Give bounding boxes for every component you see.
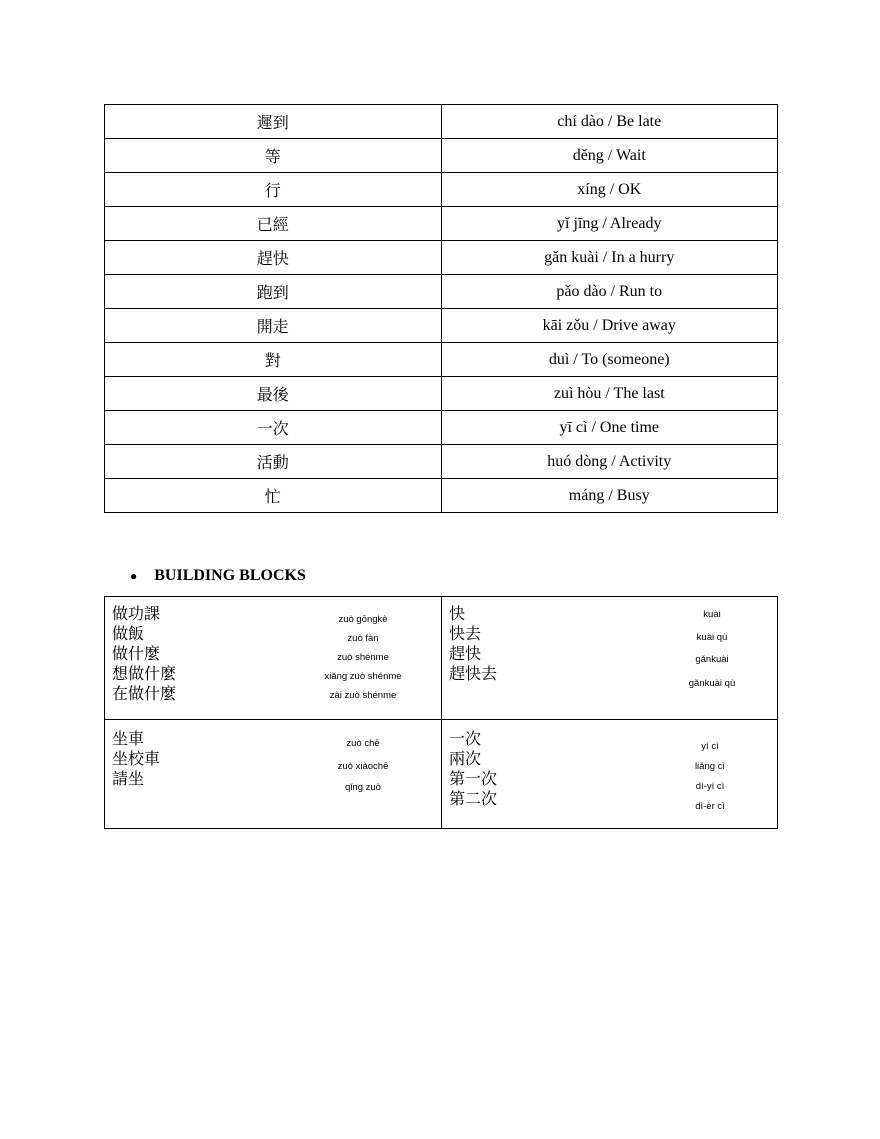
meaning-cell: pǎo dào / Run to [441, 275, 778, 309]
table-row [105, 377, 778, 411]
table-row [105, 241, 778, 275]
meaning-cell: děng / Wait [441, 139, 778, 173]
hanzi-line: 在做什麼 [112, 686, 177, 703]
heading-text: BUILDING BLOCKS [154, 567, 306, 584]
pinyin-line: zuò fàn [347, 633, 379, 644]
hanzi-cell: 遲到 [105, 105, 442, 139]
table-row [105, 139, 778, 173]
table-row [105, 411, 778, 445]
hanzi-line: 請坐 [112, 771, 145, 788]
hanzi-line: 快去 [449, 626, 482, 643]
block-cell [442, 597, 778, 720]
meaning-cell: gǎn kuài / In a hurry [441, 241, 778, 275]
meaning-cell: duì / To (someone) [441, 343, 778, 377]
block-cell [105, 720, 442, 828]
table-row [105, 105, 778, 139]
hanzi-cell: 活動 [105, 445, 442, 479]
pinyin-line: zuò xiàochē [337, 761, 389, 772]
hanzi-cell: 對 [105, 343, 442, 377]
pinyin-line: xiǎng zuò shénme [324, 671, 402, 682]
pinyin-line: kuài [703, 609, 721, 620]
table-row [105, 275, 778, 309]
hanzi-line: 第二次 [449, 791, 498, 808]
meaning-cell: chí dào / Be late [441, 105, 778, 139]
hanzi-line: 兩次 [449, 751, 482, 768]
hanzi-cell: 開走 [105, 309, 442, 343]
pinyin-line: dì-èr cì [695, 801, 725, 812]
block-cell [442, 720, 778, 828]
pinyin-line: liǎng cì [694, 761, 726, 772]
hanzi-cell: 跑到 [105, 275, 442, 309]
meaning-cell: máng / Busy [441, 479, 778, 513]
hanzi-cell: 一次 [105, 411, 442, 445]
hanzi-line: 坐校車 [112, 751, 161, 768]
meaning-cell: huó dòng / Activity [441, 445, 778, 479]
pinyin-line: zuò chē [346, 738, 380, 749]
hanzi-cell: 已經 [105, 207, 442, 241]
pinyin-line: qǐng zuò [345, 782, 381, 793]
hanzi-line: 趕快 [449, 646, 482, 663]
hanzi-cell: 等 [105, 139, 442, 173]
pinyin-line: gǎnkuài [695, 654, 729, 665]
pinyin-line: zài zuò shénme [329, 690, 397, 701]
table-row [105, 343, 778, 377]
table-row [105, 479, 778, 513]
table-row [105, 173, 778, 207]
hanzi-line: 做功課 [112, 606, 161, 623]
pinyin-line: yí cì [701, 741, 719, 752]
building-blocks-heading [130, 567, 306, 585]
table-row [105, 207, 778, 241]
meaning-cell: zuì hòu / The last [441, 377, 778, 411]
pinyin-line: dì-yí cì [695, 781, 725, 792]
table-row [105, 309, 778, 343]
block-cell [105, 597, 442, 720]
hanzi-line: 做飯 [112, 626, 145, 643]
pinyin-line: zuò shénme [337, 652, 389, 663]
pinyin-line: zuò gōngkè [338, 614, 388, 625]
hanzi-line: 坐車 [112, 731, 145, 748]
hanzi-line: 趕快去 [449, 666, 498, 683]
table-row [105, 445, 778, 479]
hanzi-line: 想做什麼 [112, 666, 177, 683]
pinyin-line: gǎnkuài qù [688, 678, 736, 689]
hanzi-cell: 最後 [105, 377, 442, 411]
hanzi-cell: 趕快 [105, 241, 442, 275]
hanzi-line: 一次 [449, 731, 482, 748]
meaning-cell: yī cì / One time [441, 411, 778, 445]
vocabulary-table [104, 104, 778, 513]
pinyin-line: kuài qù [696, 632, 728, 643]
hanzi-cell: 行 [105, 173, 442, 207]
hanzi-cell: 忙 [105, 479, 442, 513]
hanzi-line: 第一次 [449, 771, 498, 788]
hanzi-line: 快 [449, 606, 466, 623]
meaning-cell: kāi zǒu / Drive away [441, 309, 778, 343]
meaning-cell: yǐ jīng / Already [441, 207, 778, 241]
hanzi-line: 做什麼 [112, 646, 161, 663]
meaning-cell: xíng / OK [441, 173, 778, 207]
bullet-icon: ● [130, 569, 138, 583]
building-blocks-table [104, 596, 778, 829]
